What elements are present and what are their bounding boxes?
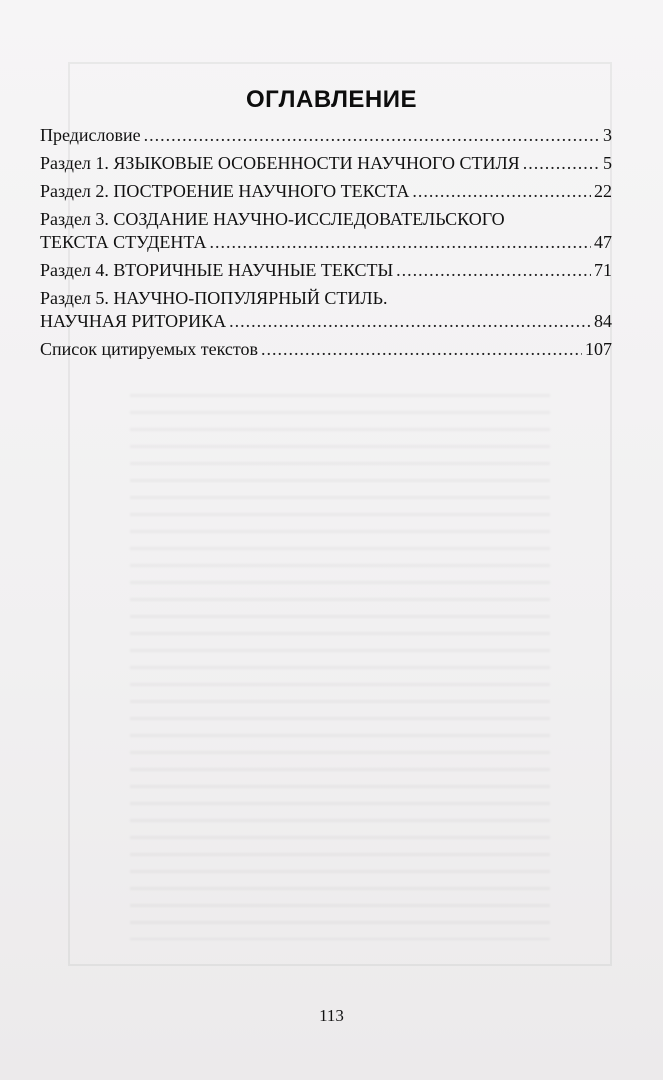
toc-entry-text: Раздел 2. ПОСТРОЕНИЕ НАУЧНОГО ТЕКСТА [40,181,410,201]
toc-leader-dots [144,124,600,147]
toc-entry-section-3 [40,208,612,254]
toc-entry-text-line-1: Раздел 5. НАУЧНО-ПОПУЛЯРНЫЙ СТИЛЬ. [40,288,388,308]
toc-entry-text-line-1: Раздел 3. СОЗДАНИЕ НАУЧНО-ИССЛЕДОВАТЕЛЬСКОГО [40,209,505,229]
page-number: 113 [319,1006,344,1025]
toc-entry-text: Предисловие [40,125,141,145]
toc-entry-section-4 [40,259,612,282]
toc-entry-text: Раздел 1. ЯЗЫКОВЫЕ ОСОБЕННОСТИ НАУЧНОГО СТИЛЯ [40,153,520,173]
toc-entry-text: Список цитируемых текстов [40,339,259,359]
toc-entry-page: 3 [603,125,612,145]
toc-entry-page: 22 [594,181,612,201]
toc-entry-section-1 [40,152,612,175]
toc-entry-preface [40,124,612,147]
toc-entry-page: 84 [594,311,612,331]
toc-title: ОГЛАВЛЕНИЕ [245,86,418,113]
bleed-through-text [130,380,550,940]
toc-entry-section-2 [40,180,612,203]
toc-leader-dots [396,259,591,282]
toc-entry-page: 5 [603,153,612,173]
toc-entry-text-line-2: НАУЧНАЯ РИТОРИКА [40,311,227,331]
toc-leader-dots [209,231,591,254]
toc-leader-dots [523,152,600,175]
table-of-contents [40,124,612,366]
toc-entry-page: 107 [585,339,612,359]
toc-leader-dots [412,180,591,203]
toc-entry-text: Раздел 4. ВТОРИЧНЫЕ НАУЧНЫЕ ТЕКСТЫ [40,260,394,280]
toc-entry-references [40,338,612,361]
toc-entry-page: 71 [594,260,612,280]
toc-leader-dots [261,338,582,361]
toc-entry-section-5 [40,287,612,333]
toc-entry-page: 47 [594,232,612,252]
toc-entry-text-line-2: ТЕКСТА СТУДЕНТА [40,232,207,252]
toc-leader-dots [229,310,591,333]
